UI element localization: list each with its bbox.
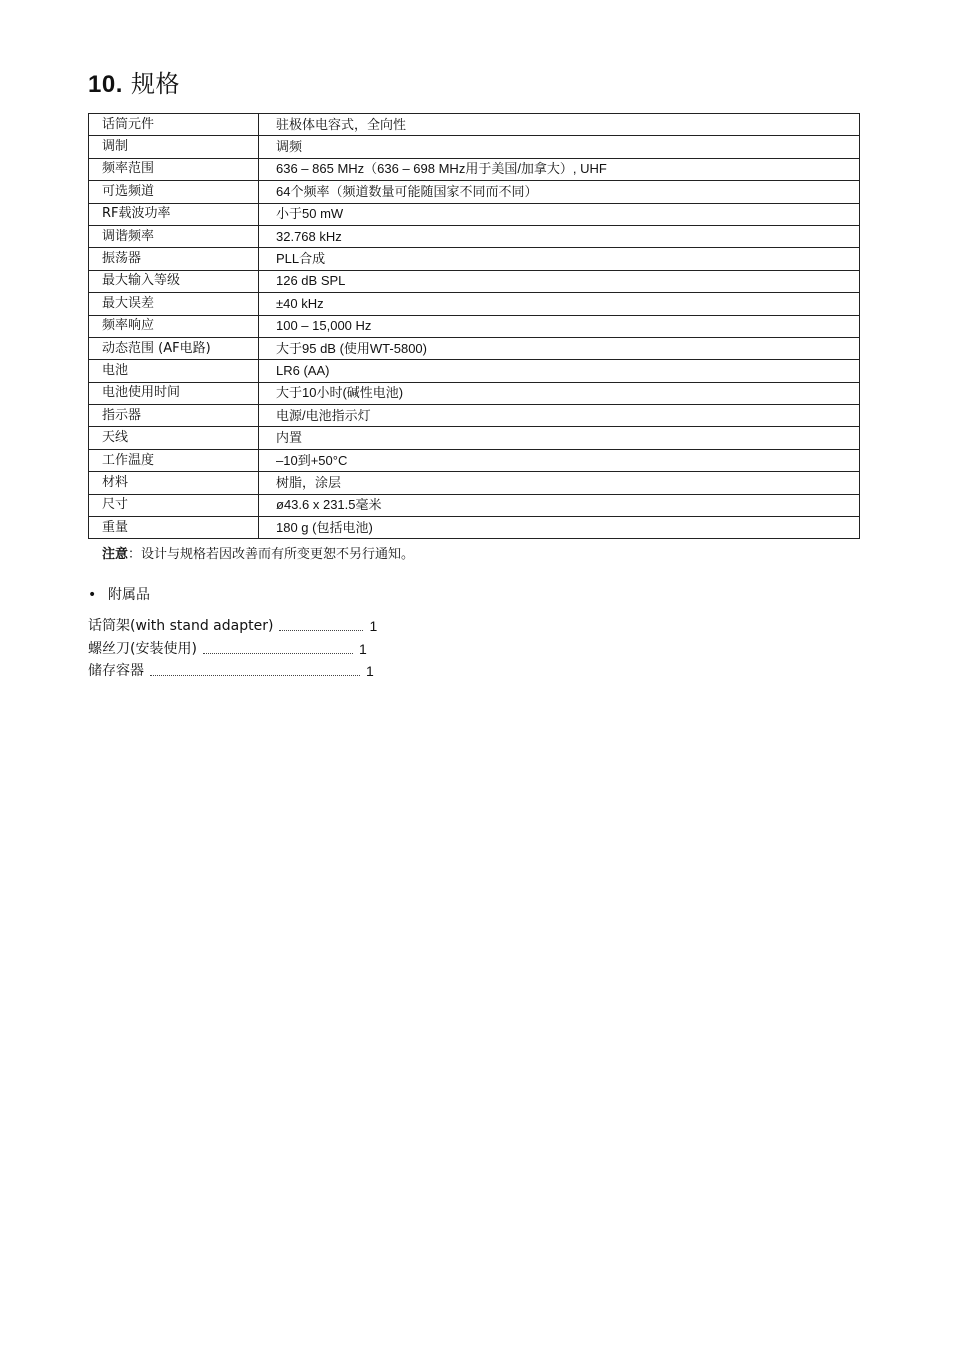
spec-value: ø43.6 x 231.5毫米: [259, 494, 860, 516]
spec-value: LR6 (AA): [259, 360, 860, 382]
spec-row: [89, 181, 860, 203]
accessory-quantity: 1: [358, 640, 367, 657]
spec-row: [89, 158, 860, 180]
spec-label: 天线: [89, 427, 259, 449]
spec-row: [89, 225, 860, 247]
spec-value: 636 – 865 MHz（636 – 698 MHz用于美国/加拿大）, UHF: [259, 158, 860, 180]
spec-label: 工作温度: [89, 449, 259, 471]
dot-leader: [203, 652, 353, 654]
spec-row: [89, 494, 860, 516]
spec-row: [89, 472, 860, 494]
spec-value: 小于50 mW: [259, 203, 860, 225]
accessories-title: 附属品: [108, 587, 150, 603]
spec-row: [89, 136, 860, 158]
dot-leader: [279, 629, 363, 631]
spec-row: [89, 248, 860, 270]
spec-label: 电池使用时间: [89, 382, 259, 404]
spec-value: 大于10小时(碱性电池): [259, 382, 860, 404]
spec-label: 频率响应: [89, 315, 259, 337]
spec-value: 调频: [259, 136, 860, 158]
accessory-name: 话筒架(with stand adapter): [88, 618, 274, 635]
spec-value: –10到+50°C: [259, 449, 860, 471]
accessory-item: [88, 659, 388, 681]
spec-row: [89, 203, 860, 225]
spec-label: 重量: [89, 517, 259, 539]
spec-row: [89, 337, 860, 359]
accessory-item: [88, 614, 388, 636]
spec-value: 树脂，涂层: [259, 472, 860, 494]
spec-row: [89, 270, 860, 292]
accessories-heading: [88, 585, 150, 605]
accessory-quantity: 1: [369, 618, 378, 635]
spec-table: [88, 113, 860, 539]
accessory-name: 螺丝刀(安装使用): [88, 640, 197, 657]
spec-value: 32.768 kHz: [259, 225, 860, 247]
spec-row: [89, 382, 860, 404]
spec-label: 电池: [89, 360, 259, 382]
spec-row: [89, 405, 860, 427]
accessory-name: 储存容器: [88, 663, 144, 680]
accessory-item: [88, 636, 388, 658]
spec-row: [89, 449, 860, 471]
spec-row: [89, 114, 860, 136]
section-number: 10.: [88, 71, 123, 98]
spec-value: 电源/电池指示灯: [259, 405, 860, 427]
spec-row: [89, 293, 860, 315]
spec-row: [89, 517, 860, 539]
spec-value: 驻极体电容式，全向性: [259, 114, 860, 136]
spec-value: 大于95 dB (使用WT-5800): [259, 337, 860, 359]
spec-value: ±40 kHz: [259, 293, 860, 315]
spec-label: 频率范围: [89, 158, 259, 180]
spec-label: 话筒元件: [89, 114, 259, 136]
section-title: 规格: [131, 70, 181, 98]
note-label: 注意: [102, 547, 129, 562]
spec-label: 最大输入等级: [89, 270, 259, 292]
dot-leader: [150, 674, 360, 676]
spec-value: PLL合成: [259, 248, 860, 270]
spec-value: 180 g (包括电池): [259, 517, 860, 539]
spec-note: [102, 545, 414, 565]
spec-label: 调谐频率: [89, 225, 259, 247]
spec-label: 可选频道: [89, 181, 259, 203]
spec-value: 100 – 15,000 Hz: [259, 315, 860, 337]
spec-label: 材料: [89, 472, 259, 494]
spec-label: 调制: [89, 136, 259, 158]
spec-row: [89, 427, 860, 449]
spec-label: 动态范围 (AF电路): [89, 337, 259, 359]
spec-label: 振荡器: [89, 248, 259, 270]
accessory-quantity: 1: [366, 663, 374, 680]
accessories-list: [88, 614, 388, 681]
spec-label: RF载波功率: [89, 203, 259, 225]
section-heading: [88, 68, 180, 101]
note-text: ：设计与规格若因改善而有所变更恕不另行通知。: [128, 547, 415, 562]
spec-label: 最大误差: [89, 293, 259, 315]
bullet: •: [88, 587, 97, 603]
spec-label: 尺寸: [89, 494, 259, 516]
spec-value: 126 dB SPL: [259, 270, 860, 292]
spec-label: 指示器: [89, 405, 259, 427]
spec-value: 64个频率（频道数量可能随国家不同而不同）: [259, 181, 860, 203]
spec-value: 内置: [259, 427, 860, 449]
spec-row: [89, 315, 860, 337]
spec-row: [89, 360, 860, 382]
